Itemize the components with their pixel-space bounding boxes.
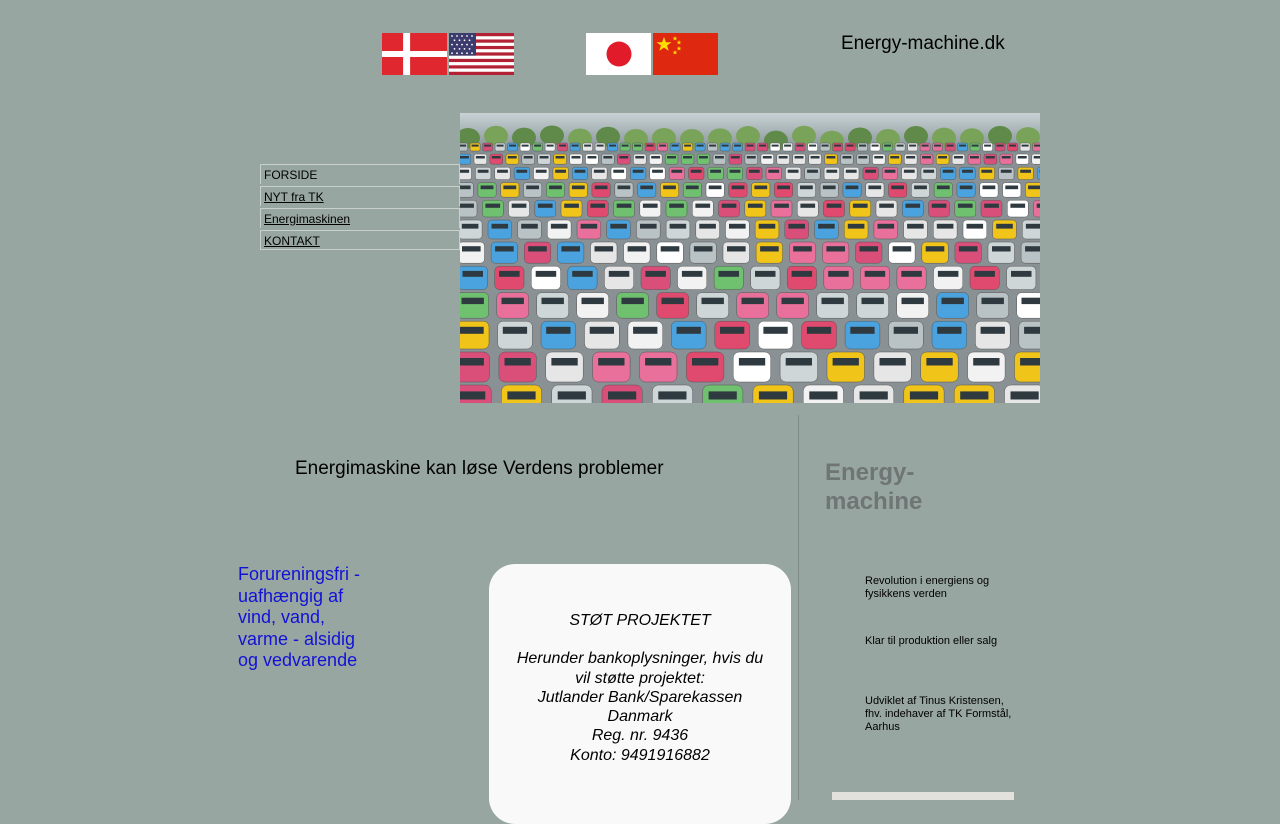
china-flag-icon [653,33,718,75]
nav-item-nyt[interactable] [260,186,460,206]
support-line-4: Konto: 9491916882 [489,746,791,765]
nav-link-energimaskinen[interactable]: Energimaskinen [264,212,350,226]
support-title: STØT PROJEKTET [489,611,791,630]
traffic-jam-illustration [460,113,1040,403]
usa-flag-icon [449,33,514,75]
nav-item-energimaskinen[interactable] [260,208,460,228]
china-flag-link[interactable] [653,33,718,75]
support-line-1: Herunder bankoplysninger, hvis du vil støtte projektet: [489,649,791,688]
sidebar-title-text: Energy-machine [825,459,922,515]
page-heading: Energimaskine kan løse Verdens problemer [295,458,664,480]
column-divider [798,415,799,800]
sidebar-image [832,792,1014,800]
support-line-2: Jutlander Bank/Sparekassen Danmark [489,688,791,727]
usa-flag-link[interactable] [449,33,514,75]
sidebar-note-3: Udviklet af Tinus Kristensen, fhv. indehaver af TK Formstål, Aarhus [865,695,1017,734]
hero-traffic-image [460,113,1040,403]
slogan-text: Forureningsfri - uafhængig af vind, vand, varme - alsidig og vedvarende [238,564,378,672]
nav-item-forside[interactable] [260,164,460,184]
sidebar-title [825,458,955,516]
danish-flag-link[interactable] [382,33,447,75]
sidebar-note-2: Klar til produktion eller salg [865,635,1025,648]
nav-link-forside[interactable]: FORSIDE [264,168,317,182]
danish-flag-icon [382,33,447,75]
sidebar-note-1: Revolution i energiens og fysikkens verden [865,575,1025,601]
support-box [489,564,791,824]
nav-link-nyt[interactable]: NYT fra TK [264,190,324,204]
site-title: Energy-machine.dk [841,33,1005,55]
nav-link-kontakt[interactable]: KONTAKT [264,234,320,248]
japan-flag-link[interactable] [586,33,651,75]
nav-item-kontakt[interactable] [260,230,460,250]
support-text [489,611,791,765]
main-nav [260,164,460,250]
support-line-3: Reg. nr. 9436 [489,726,791,745]
japan-flag-icon [586,33,651,75]
